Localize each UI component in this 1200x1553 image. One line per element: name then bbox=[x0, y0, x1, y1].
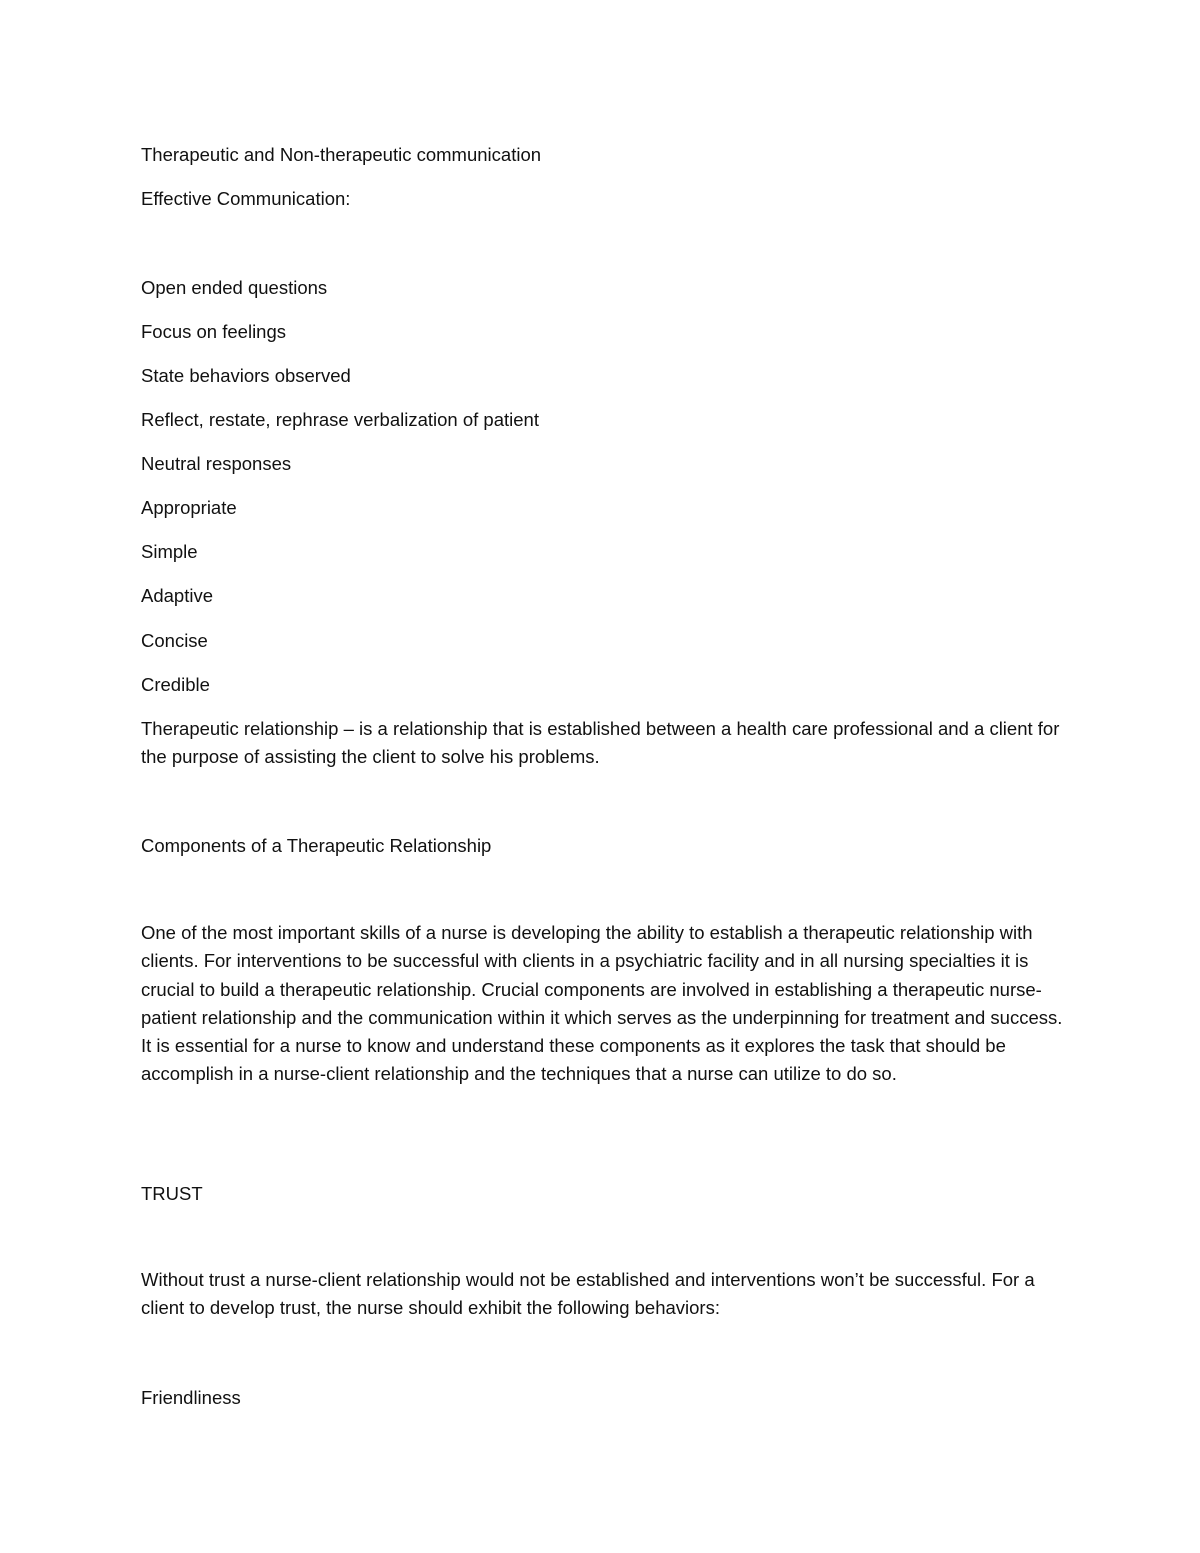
section-heading-trust: TRUST bbox=[141, 1183, 203, 1204]
list-item: Focus on feelings bbox=[141, 321, 287, 342]
trust-paragraph: Without trust a nurse-client relationship would not be established and interventions won’t be successful. For a client to develop trust, the nurse should exhibit the following behaviors: bbox=[141, 1269, 1035, 1319]
list-item: Adaptive bbox=[141, 585, 213, 606]
section-heading-effective-communication: Effective Communication: bbox=[141, 188, 351, 209]
list-item: Appropriate bbox=[141, 497, 237, 518]
list-item: Reflect, restate, rephrase verbalization of patient bbox=[141, 409, 539, 430]
list-item: Concise bbox=[141, 630, 208, 651]
list-item: Neutral responses bbox=[141, 453, 292, 474]
list-item: State behaviors observed bbox=[141, 365, 351, 386]
list-item: Open ended questions bbox=[141, 277, 328, 298]
document-title: Therapeutic and Non-therapeutic communication bbox=[141, 144, 542, 165]
components-paragraph: One of the most important skills of a nurse is developing the ability to establish a therapeutic relationship with clients. For interventions to be successful with clients in a psychiatric facility and in all nursing specialties it is crucial to build a therapeutic relationship. Crucial components are involved in establishing a therapeutic nurse-patient relationship and the communication within it which serves as the underpinning for treatment and success. It is essential for a nurse to know and understand these components as it explores the task that should be accomplish in a nurse-client relationship and the techniques that a nurse can utilize to do so. bbox=[141, 922, 1063, 1085]
section-heading-components: Components of a Therapeutic Relationship bbox=[141, 835, 492, 856]
list-item: Simple bbox=[141, 541, 198, 562]
list-item: Friendliness bbox=[141, 1387, 241, 1408]
definition-paragraph: Therapeutic relationship – is a relationship that is established between a health care professional and a client for the purpose of assisting the client to solve his problems. bbox=[141, 718, 1060, 768]
list-item: Credible bbox=[141, 674, 210, 695]
